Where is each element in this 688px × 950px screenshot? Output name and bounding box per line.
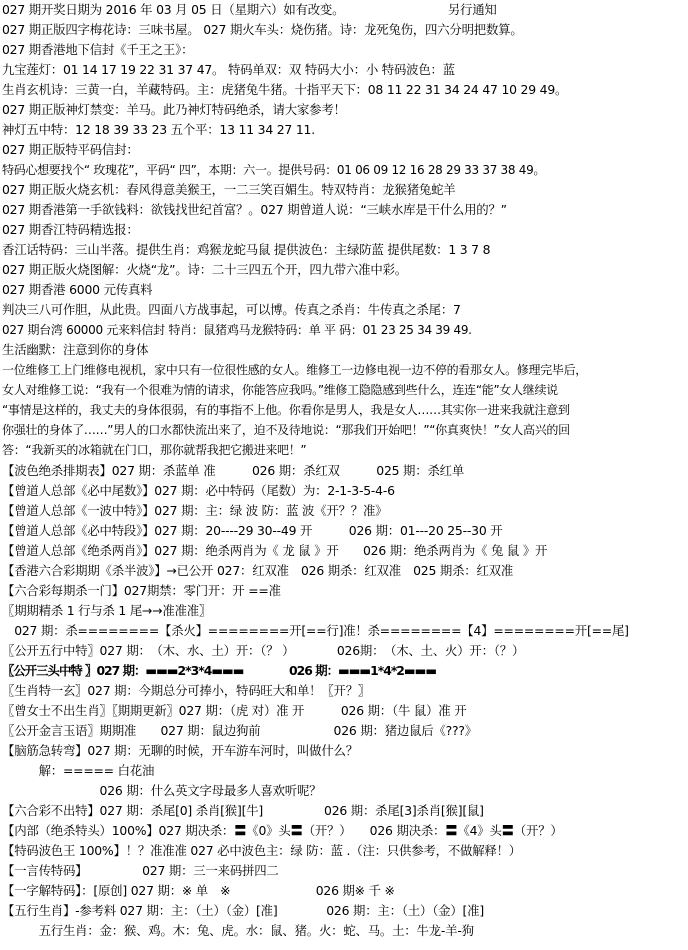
wave-color-king: 【特码波色王 100%】！？准准准 027 必中波色主：绿 防：蓝 .（注：只供参考，不做解释！） [2,843,521,858]
fax-title: 027 期香港 6000 元传真料 [2,282,153,297]
one-wave-hit: 【曾道人总部《一波中特》】027 期：主：绿 波 防：蓝 波《开？？准》 [2,503,388,518]
humor-paragraph-line-5: 答：“我新买的冰箱就在门口，那你就帮我把它搬进来吧！” [2,443,307,457]
magic-lamp-ban-line: 027 期正版神灯禁变：羊马。此乃神灯特码绝杀，请大家参考！ [2,102,346,117]
nine-lotus-lamp-line: 九宝莲灯：01 14 17 19 22 31 37 47。 特码单双：双 特码大小：小 特码波色：蓝 [2,62,455,77]
ms-zeng-zodiac: 〖曾女士不出生肖〗〖期期更新〗027 期：（虎 对）准 开 026 期：（牛 鼠）准 开 [2,703,467,718]
kill-half-wave: 【香港六合彩期期《杀半波》】→已公开 027：红双准 026 期杀：红双准 025 期杀：红双准 [2,563,514,578]
brain-teaser-answer: 解：===== 白花油 [2,763,155,778]
xiangjiang-code-line: 香江话特码：三山半落。提供生肖：鸡猴龙蛇马鼠 提供波色：主绿防蓝 提供尾数：1 3 7 8 [2,242,491,257]
kill-element-tail-title: 〖期期精杀 1 行与杀 1 尾→→准准准〗 [2,603,212,618]
five-elements-hit: 〖公开五行中特〗027 期： （木、水、土）开：（？ ） 026期： （木、土、火）开：（？） [2,643,525,658]
humor-paragraph-line-2: 女人对维修工说：“我有一个很难为情的请求，你能答应我吗。”维修工隐隐感到些什么，连连“能”女人继续说 [2,383,558,397]
golden-words: 〖公开金言玉语〗期期准 027 期：鼠边狗前 026 期：猪边鼠后《???》 [2,723,477,738]
taiwan-letter-line: 027 期台湾 60000 元来料信封 特肖：鼠猪鸡马龙猴特码：单 平 码：01 23 25 34 39 49. [2,323,472,337]
kill-two-zodiacs: 【曾道人总部《绝杀两肖》】027 期：绝杀两肖为《 龙 鼠 》开 026 期：绝杀两肖为《 兔 鼠 》开 [2,543,548,558]
five-element-zodiac: 【五行生肖】-参考料 027 期：主：（土）（金）[准] 026 期：主：（土）（金）[准] [2,903,484,918]
xiangjiang-title: 027 期香江特码精选报： [2,222,139,237]
zodiac-mystery: 〖生肖特一玄〗027 期：今期总分可捧小，特码旺大和单！〖开？〗 [2,683,371,698]
humor-title: 生活幽默：注意到你的身体 [2,342,149,357]
humor-paragraph-line-4: 你强壮的身体了……”男人的口水都快流出来了，迫不及待地说：“那我们开始吧！”“你真爽快！”女人高兴的回 [2,423,570,437]
magic-lamp-five-line: 神灯五中特：12 18 39 33 23 五个平：13 11 34 27 11. [2,122,315,137]
must-hit-segment: 【曾道人总部《必中特段》】027 期：20----29 30--49 开 026 期：01---20 25--30 开 [2,523,503,538]
brain-teaser: 【脑筋急转弯】027 期：无聊的时候，开车游车河时，叫做什么？ [2,743,358,758]
draw-date-line: 027 期开奖日期为 2016 年 03 月 05 日（星期六）如有改变。 另行通知 [2,2,497,17]
five-element-zodiac-legend: 五行生肖：金：猴、鸡。木：兔、虎。水：鼠、猪。火：蛇、马。土：牛龙-羊-狗 [2,923,474,938]
one-char-code: 【一字解特码】：[原创] 027 期：※ 单 ※ 026 期※ 千 ※ [2,883,395,898]
zodiac-poem-line: 生肖玄机诗：三黄一白，羊藏特码。主：虎猪兔牛猪。十指平天下：08 11 22 31 34 24 47 10 29 49。 [2,82,568,97]
plum-poem-line: 027 期正版四字梅花诗：三味书屋。 027 期火车头：烧伤猪。诗：龙死兔伤，四六分明把数算。 [2,22,523,37]
color-kill-schedule: 【波色绝杀排期表】027 期：杀蓝单 准 026 期：杀红双 025 期：杀红单 [2,463,465,478]
internal-kill-head: 【内部（绝杀特头）100%】027 期决杀：〓《0》头〓（开？） 026 期决杀：〓《4》头〓（开？） [2,823,563,838]
flat-code-letter-title: 027 期正版特平码信封： [2,142,139,157]
one-word-code: 【一言传特码】 027 期：三一来码拼四二 [2,863,279,878]
rose-code-line: 特码心想要找个“ 玫瑰花”，平码“ 四”，本期：六一。提供号码：01 06 09 12 16 28 29 33 37 38 49。 [2,163,546,177]
kill-one-door: 【六合彩每期杀一门】027期禁：零门开：开 ==准 [2,583,281,598]
underground-letter-title: 027 期香港地下信封《千王之王》： [2,42,194,57]
brain-teaser-026: 026 期：什么英文字母最多人喜欢听呢？ [2,783,322,798]
humor-paragraph-line-3: “事情是这样的，我丈夫的身体很弱，有的事指不上他。你看你是男人，我是女人……其实你一进来我就注意到 [2,403,570,417]
first-hand-line: 027 期香港第一手欲钱料：欲钱找世纪首富？。027 期曾道人说：“三峡水库是干什么用的？” [2,202,507,217]
fax-verdict-line: 判决三八可作胆，从此贵。四面八方战事起，可以博。传真之杀肖：牛传真之杀尾：7 [2,302,461,317]
three-heads-hit: 〖公开三头中特 〗027 期：▬▬▬2*3*4▬▬▬ 026 期：▬▬▬1*4*2▬▬▬ [2,663,437,678]
fire-diagram-line: 027 期正版火烧图解：火烧“龙”。诗：二十三四五个开，四九带六准中彩。 [2,262,407,277]
kill-element-tail-line: 027 期：杀========【杀火】========开[==行]准！杀========【4】========开[==尾] [2,623,629,638]
no-special-code: 【六合彩不出特】027 期：杀尾[0] 杀肖[猴][牛] 026 期：杀尾[3]杀肖[猴][鼠] [2,803,484,818]
humor-paragraph-line-1: 一位维修工上门维修电视机，家中只有一位很性感的女人。维修工一边修电视一边不停的看那女人。修理完毕后， [2,363,588,377]
must-hit-tail: 【曾道人总部《必中尾数》】027 期：必中特码（尾数）为：2-1-3-5-4-6 [2,483,395,498]
fire-riddle-line: 027 期正版火烧玄机：春风得意美猴王，一二三笑百媚生。特双特肖：龙猴猪兔蛇羊 [2,182,456,197]
